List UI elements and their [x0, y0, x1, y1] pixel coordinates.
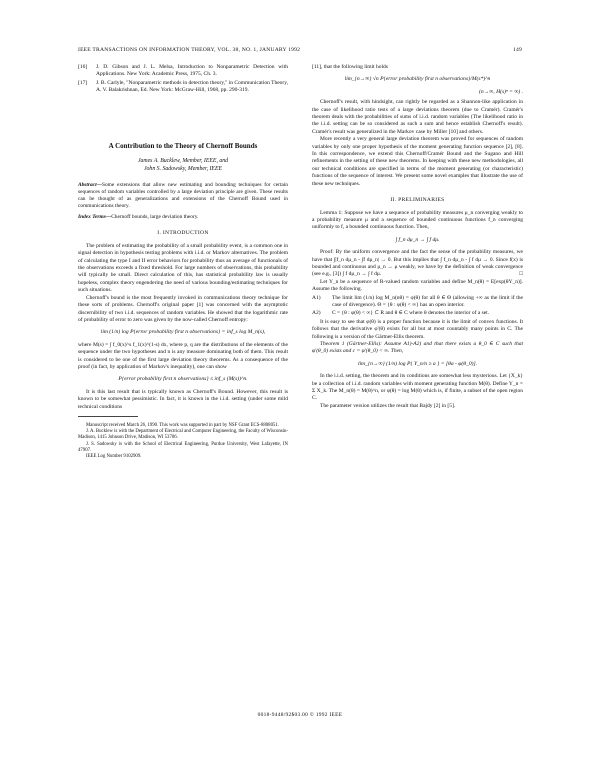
paragraph: [11], that the following limit holds	[312, 64, 388, 70]
equation: lim (1/n) log P{error probability first n observations} = inf_s log M_n(s),	[100, 329, 266, 336]
proof: Proof: By the uniform convergence and the fact the sense of the probability measures, we have that ∫|f_n dμ_n - ∫f dμ_n| → 0. But this implies that ∫ f_n dμ_n - ∫ f dμ → 0. Since f(x) is bounded and continuous and μ_n → μ weakly, we have by the definition of weak convergence (see e.g., [3]) ∫ f dμ_n → ∫ f dμ. □	[312, 249, 523, 278]
abstract-text: Some extensions that allow new estimating and bounding techniques for certain sequences of random variables controlled by a large deviation principle are given. These results can be thought of as generalizations and extensions of the Chernoff Bound used in communications theory.	[78, 182, 288, 210]
author-block	[78, 157, 288, 173]
paragraph: The problem of estimating the probability of a small probability event, is a common one in signal detection in hypothesis testing problems with i.i.d. or Markov alternatives. The problem of calculating the type I and II error behaviors for probability thus an average of functionals of the observations exceeds a fixed threshold. For large numbers of observations, this probability will typically be small. Direct calculation of this, has statistical probability law is usually hopeless, complex theory engendering the need of various bounding/estimating techniques for such situations.	[78, 242, 288, 294]
author-line: James A. Bucklew, Member, IEEE, and	[137, 158, 229, 165]
equation: lim_{n→∞} (1/n) log P{ Y_n/n ≥ a } = [θa - φ(θ_0)].	[357, 360, 478, 367]
footnotes	[78, 423, 288, 460]
assumption-item: A1) The limit lim (1/n) log M_n(nθ) = φ(θ) for all θ ∈ Θ (allowing +∞ as the limit if the case of divergence). Θ = {θ : φ(θ) < ∞} has an open interior.	[312, 294, 523, 308]
paragraph: Chernoff's bound is the most frequently invoked in communications theory technique for these sorts of problems. Chernoff's original paper [1] was concerned with the asymptotic discernibility of two i.i.d. sequences of random variables. He showed that the logarithmic rate of probability of error to zero was given by the now-called Chernoff entropy:	[78, 294, 288, 323]
abstract-label: Abstract—	[78, 182, 102, 189]
section-heading-introduction: I. INTRODUCTION	[157, 230, 209, 237]
reference-item: [17] J. B. Carlyle, "Nonparametric methods in detection theory," in Communication Theory, A. V. Balakrishnan, Ed. New York: McGraw-Hill, 1968, pp. 290-319.	[78, 79, 289, 94]
footnote-rule	[78, 416, 138, 417]
footnote: J. S. Sadowsky is with the School of Electrical Engineering, Purdue University, West Lafayette, IN 47907.	[78, 441, 288, 453]
paragraph: More recently a very general large deviation theorem was proved for sequences of random variables by only one proper hypothesis of the moment generating function sequence [2], [8]. In this correspondence, we extend this Chernoff/Cramér Bound and the Sugano and Hill refinements in the setting of these new theorems. In keeping with these new methodologies, all our technical conditions are specified in terms of the moment generating (or characteristic) functions of the sequence of interest. We present some novel examples that illustrate the use of these new techniques.	[312, 136, 523, 187]
reference-list	[78, 64, 288, 95]
paragraph: Chernoff's result, with hindsight, can rightly be regarded as a Shannon-like application in the case of likelihood ratio tests of a large deviations theorem (due to Cramér). Cramér's theorem deals with the probabilities of sums of i.i.d. random variables (The likelihood ratio in the i.i.d. setting can be so considered as such a sum and hence establish Chernoff's result). Cramér's result was generalized in the Markov case by Miller [10] and others.	[312, 99, 523, 135]
theorem: Theorem 1 (Gärtner-Ellis): Assume A1)-A2) and that there exists a θ_0 ∈ C such that φ'(θ_0) exists and c = φ'(θ_0) < ∞. Then,	[312, 341, 523, 355]
equation: lim_{n→∞} √n P{error probability first n observations}/M(s*)^n	[344, 76, 491, 83]
equation-continuation: (n→∞, H(s)ⁿ = ∞) .	[479, 88, 523, 95]
footnote: Manuscript received March 26, 1990. This work was supported in part by NSF Grant ECS-8808051.	[86, 422, 279, 428]
qed-square-icon: □	[519, 271, 523, 278]
lemma: Lemma 1: Suppose we have a sequence of probability measures μ_n converging weakly to a probability measure μ and a sequence of bounded continuous functions f_n converging uniformly to f, a bounded continuous function. Then,	[312, 209, 523, 231]
index-terms-label: Index Terms—	[78, 214, 112, 221]
paper-title: A Contribution to the Theory of Chernoff Bounds	[108, 141, 258, 150]
paragraph: In the i.i.d. setting, the theorem and its conditions are somewhat less mysterious. Let {X_k} be a collection of i.i.d. random variables with moment generating function M(θ). Define Y_n = Σ X_k. The M_n(θ) = M(θ)^n, or φ(θ) = log M(θ) which is, if finite, a subset of the open region C.	[312, 373, 523, 402]
index-terms: Index Terms—Chernoff bounds, large deviation theory.	[78, 214, 199, 221]
paragraph: The parameter version utilizes the result that Bajdy [2] in [5].	[320, 402, 456, 409]
paragraph: It is easy to see that φ(θ) is a proper function because it is the limit of convex functions. It follows that the derivative φ'(θ) exists for all but at most countably many points in C. The following is a version of the Gärtner-Ellis theorem.	[312, 318, 523, 340]
right-column	[312, 64, 523, 410]
footnote: J. A. Bucklew is with the Department of Electrical and Computer Engineering, the Faculty of Wisconsin-Madison, 1415 Johnson Drive, Madison, WI 53706.	[78, 429, 288, 441]
equation: ∫ f_n dμ_n → ∫ f dμ.	[395, 236, 440, 243]
journal-header: IEEE TRANSACTIONS ON INFORMATION THEORY, VOL. 38, NO. 1, JANUARY 1992	[78, 47, 301, 53]
author-line: John S. Sadowsky, Member, IEEE	[143, 166, 223, 173]
section-heading-preliminaries: II. PRELIMINARIES	[390, 197, 445, 204]
reference-item: [16] J. D. Gibson and J. L. Melsa, Introduction to Nonparametric Detection with Applications. New York: Academic Press, 1975, Ch. 3.	[78, 64, 288, 78]
abstract	[78, 182, 288, 210]
paragraph: where M(s) = ∫ f_0(x)^s f_1(x)^(1-s) dx, where p, q are the distributions of the elements of the sequence under the two hypotheses and n is any measure dominating both of them. This result is considered to be one of the first large deviation theory theorems. As a consequence of the proof (in fact, by application of Markov's inequality), one can show	[78, 341, 288, 370]
footnote: IEEE Log Number 9102909.	[86, 453, 142, 459]
assumption-item: A2) C = {θ : φ(θ) < ∞} ⊂ R and θ ∈ C where θ denotes the interior of a set.	[312, 310, 490, 317]
paragraph: Let Y_n be a sequence of R-valued random variables and define M_n(θ) = E[exp(θY_n)]. Assume the following.	[312, 278, 523, 293]
page-number: 149	[513, 47, 522, 53]
left-column	[78, 64, 288, 460]
paragraph: It is this last result that is typically known as Chernoff's Bound. However, this result is known to be somewhat pessimistic. In fact, it is known in the i.i.d. setting (under some mild technical conditions	[78, 388, 288, 410]
equation: P{error probability first n observations} ≤ inf_s (M(s))^n.	[118, 376, 248, 383]
copyright-line: 0018-9448/92$03.00 © 1992 IEEE	[257, 712, 343, 718]
